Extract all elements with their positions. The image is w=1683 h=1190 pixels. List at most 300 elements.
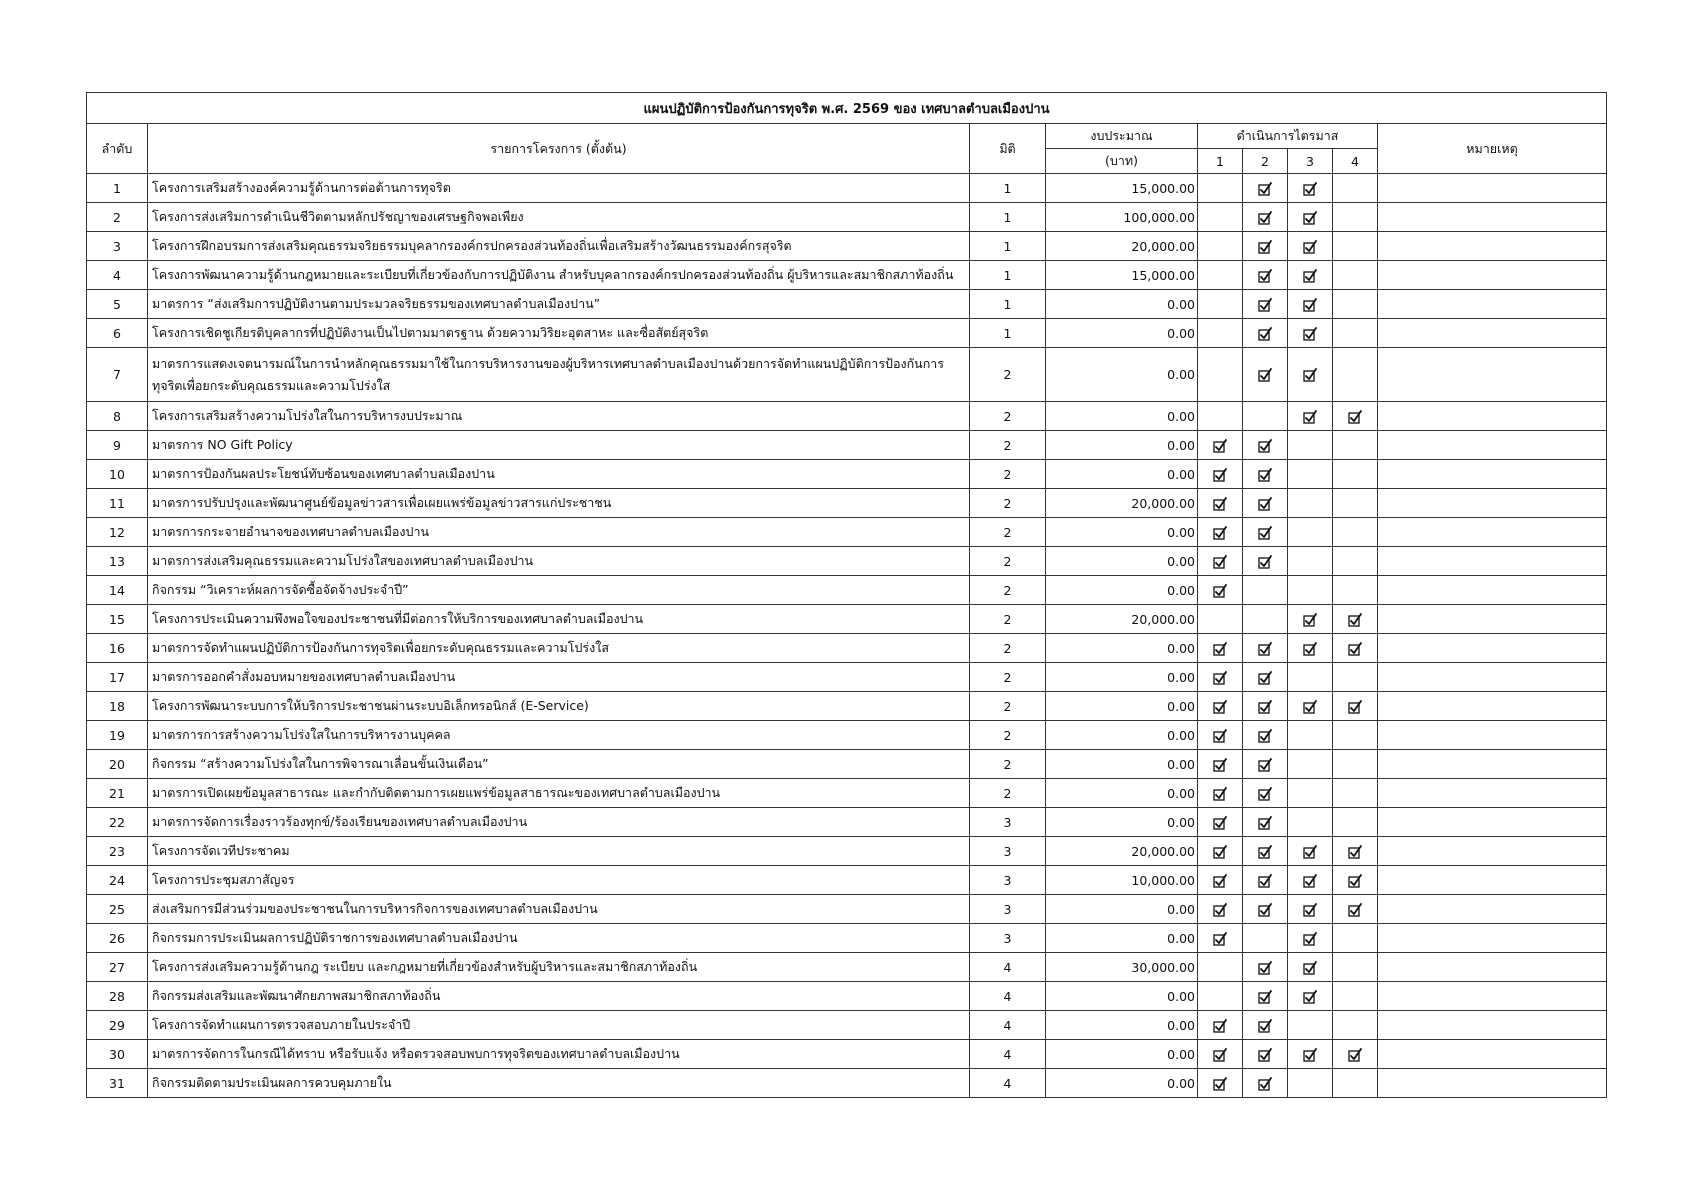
quarter-2-cell bbox=[1243, 1011, 1288, 1040]
quarter-1-cell bbox=[1198, 953, 1243, 982]
checkbox-check-icon bbox=[1258, 209, 1272, 224]
quarter-4-cell bbox=[1333, 319, 1378, 348]
row-number: 30 bbox=[87, 1040, 148, 1069]
project-name: มาตรการปรับปรุงและพัฒนาศูนย์ข้อมูลข่าวสารเพื่อเผยแพร่ข้อมูลข่าวสารแก่ประชาชน bbox=[148, 489, 970, 518]
checkbox-check-icon bbox=[1213, 553, 1227, 568]
remark bbox=[1378, 808, 1607, 837]
quarter-2-cell bbox=[1243, 232, 1288, 261]
table-row bbox=[87, 576, 1607, 605]
remark bbox=[1378, 1011, 1607, 1040]
row-number: 29 bbox=[87, 1011, 148, 1040]
quarter-2-cell bbox=[1243, 605, 1288, 634]
remark bbox=[1378, 924, 1607, 953]
quarter-3-cell bbox=[1288, 663, 1333, 692]
budget: 0.00 bbox=[1046, 402, 1198, 431]
quarter-1-cell bbox=[1198, 402, 1243, 431]
row-number: 10 bbox=[87, 460, 148, 489]
quarter-4-cell bbox=[1333, 779, 1378, 808]
header-q4: 4 bbox=[1333, 149, 1378, 174]
quarter-1-cell bbox=[1198, 174, 1243, 203]
checkbox-check-icon bbox=[1258, 959, 1272, 974]
checkbox-check-icon bbox=[1348, 843, 1362, 858]
checkbox-check-icon bbox=[1303, 698, 1317, 713]
dimension: 2 bbox=[970, 750, 1046, 779]
checkbox-check-icon bbox=[1303, 959, 1317, 974]
quarter-3-cell bbox=[1288, 1069, 1333, 1098]
budget: 20,000.00 bbox=[1046, 837, 1198, 866]
row-number: 20 bbox=[87, 750, 148, 779]
checkbox-check-icon bbox=[1348, 640, 1362, 655]
project-name: มาตรการป้องกันผลประโยชน์ทับซ้อนของเทศบาลตำบลเมืองปาน bbox=[148, 460, 970, 489]
checkbox-check-icon bbox=[1258, 238, 1272, 253]
row-number: 25 bbox=[87, 895, 148, 924]
checkbox-check-icon bbox=[1258, 1075, 1272, 1090]
quarter-3-cell bbox=[1288, 750, 1333, 779]
budget: 0.00 bbox=[1046, 663, 1198, 692]
budget: 0.00 bbox=[1046, 721, 1198, 750]
budget: 0.00 bbox=[1046, 518, 1198, 547]
row-number: 8 bbox=[87, 402, 148, 431]
quarter-1-cell bbox=[1198, 895, 1243, 924]
header-project: รายการโครงการ (ตั้งต้น) bbox=[148, 124, 970, 174]
checkbox-check-icon bbox=[1258, 524, 1272, 539]
quarter-3-cell bbox=[1288, 924, 1333, 953]
quarter-1-cell bbox=[1198, 750, 1243, 779]
dimension: 3 bbox=[970, 808, 1046, 837]
quarter-2-cell bbox=[1243, 808, 1288, 837]
quarter-3-cell bbox=[1288, 547, 1333, 576]
quarter-1-cell bbox=[1198, 779, 1243, 808]
quarter-1-cell bbox=[1198, 837, 1243, 866]
quarter-3-cell bbox=[1288, 953, 1333, 982]
checkbox-check-icon bbox=[1213, 872, 1227, 887]
quarter-1-cell bbox=[1198, 576, 1243, 605]
quarter-2-cell bbox=[1243, 953, 1288, 982]
table-row bbox=[87, 460, 1607, 489]
quarter-4-cell bbox=[1333, 431, 1378, 460]
checkbox-check-icon bbox=[1303, 209, 1317, 224]
quarter-4-cell bbox=[1333, 721, 1378, 750]
quarter-1-cell bbox=[1198, 663, 1243, 692]
row-number: 5 bbox=[87, 290, 148, 319]
remark bbox=[1378, 431, 1607, 460]
remark bbox=[1378, 319, 1607, 348]
budget: 0.00 bbox=[1046, 348, 1198, 402]
quarter-2-cell bbox=[1243, 721, 1288, 750]
budget: 0.00 bbox=[1046, 982, 1198, 1011]
header-budget-unit: (บาท) bbox=[1046, 149, 1198, 174]
quarter-1-cell bbox=[1198, 1040, 1243, 1069]
dimension: 2 bbox=[970, 779, 1046, 808]
quarter-4-cell bbox=[1333, 1040, 1378, 1069]
budget: 15,000.00 bbox=[1046, 174, 1198, 203]
quarter-2-cell bbox=[1243, 750, 1288, 779]
checkbox-check-icon bbox=[1258, 988, 1272, 1003]
quarter-2-cell bbox=[1243, 203, 1288, 232]
dimension: 2 bbox=[970, 518, 1046, 547]
row-number: 1 bbox=[87, 174, 148, 203]
quarter-1-cell bbox=[1198, 866, 1243, 895]
checkbox-check-icon bbox=[1348, 872, 1362, 887]
checkbox-check-icon bbox=[1258, 814, 1272, 829]
project-name: มาตรการ NO Gift Policy bbox=[148, 431, 970, 460]
quarter-2-cell bbox=[1243, 431, 1288, 460]
dimension: 2 bbox=[970, 348, 1046, 402]
table-row bbox=[87, 663, 1607, 692]
quarter-3-cell bbox=[1288, 261, 1333, 290]
checkbox-check-icon bbox=[1303, 296, 1317, 311]
checkbox-check-icon bbox=[1213, 785, 1227, 800]
checkbox-check-icon bbox=[1303, 1046, 1317, 1061]
quarter-3-cell bbox=[1288, 982, 1333, 1011]
row-number: 22 bbox=[87, 808, 148, 837]
row-number: 16 bbox=[87, 634, 148, 663]
quarter-4-cell bbox=[1333, 547, 1378, 576]
checkbox-check-icon bbox=[1213, 1046, 1227, 1061]
project-name: มาตรการออกคำสั่งมอบหมายของเทศบาลตำบลเมืองปาน bbox=[148, 663, 970, 692]
dimension: 2 bbox=[970, 692, 1046, 721]
quarter-2-cell bbox=[1243, 547, 1288, 576]
quarter-1-cell bbox=[1198, 518, 1243, 547]
project-name: โครงการพัฒนาความรู้ด้านกฎหมายและระเบียบที่เกี่ยวข้องกับการปฏิบัติงาน สำหรับบุคลากรองค์กรปกครองส่วนท้องถิ่น ผู้บริหารและสมาชิกสภาท้องถิ่น bbox=[148, 261, 970, 290]
quarter-2-cell bbox=[1243, 460, 1288, 489]
quarter-2-cell bbox=[1243, 518, 1288, 547]
quarter-2-cell bbox=[1243, 779, 1288, 808]
row-number: 15 bbox=[87, 605, 148, 634]
checkbox-check-icon bbox=[1303, 843, 1317, 858]
checkbox-check-icon bbox=[1258, 727, 1272, 742]
project-name: โครงการจัดทำแผนการตรวจสอบภายในประจำปี bbox=[148, 1011, 970, 1040]
remark bbox=[1378, 518, 1607, 547]
checkbox-check-icon bbox=[1258, 267, 1272, 282]
remark bbox=[1378, 576, 1607, 605]
remark bbox=[1378, 402, 1607, 431]
row-number: 12 bbox=[87, 518, 148, 547]
quarter-4-cell bbox=[1333, 924, 1378, 953]
checkbox-check-icon bbox=[1303, 901, 1317, 916]
quarter-4-cell bbox=[1333, 634, 1378, 663]
table-row bbox=[87, 1040, 1607, 1069]
header-budget: งบประมาณ bbox=[1046, 124, 1198, 149]
table-row bbox=[87, 837, 1607, 866]
budget: 15,000.00 bbox=[1046, 261, 1198, 290]
remark bbox=[1378, 232, 1607, 261]
quarter-3-cell bbox=[1288, 692, 1333, 721]
checkbox-check-icon bbox=[1213, 727, 1227, 742]
budget: 0.00 bbox=[1046, 431, 1198, 460]
dimension: 1 bbox=[970, 203, 1046, 232]
quarter-4-cell bbox=[1333, 953, 1378, 982]
dimension: 3 bbox=[970, 895, 1046, 924]
quarter-2-cell bbox=[1243, 982, 1288, 1011]
dimension: 2 bbox=[970, 721, 1046, 750]
quarter-3-cell bbox=[1288, 576, 1333, 605]
remark bbox=[1378, 489, 1607, 518]
quarter-3-cell bbox=[1288, 779, 1333, 808]
checkbox-check-icon bbox=[1303, 640, 1317, 655]
quarter-3-cell bbox=[1288, 348, 1333, 402]
quarter-4-cell bbox=[1333, 895, 1378, 924]
dimension: 2 bbox=[970, 547, 1046, 576]
table-row bbox=[87, 779, 1607, 808]
quarter-4-cell bbox=[1333, 576, 1378, 605]
project-name: กิจกรรมส่งเสริมและพัฒนาศักยภาพสมาชิกสภาท้องถิ่น bbox=[148, 982, 970, 1011]
dimension: 3 bbox=[970, 866, 1046, 895]
quarter-3-cell bbox=[1288, 290, 1333, 319]
project-name: มาตรการจัดทำแผนปฏิบัติการป้องกันการทุจริตเพื่อยกระดับคุณธรรมและความโปร่งใส bbox=[148, 634, 970, 663]
table-row bbox=[87, 721, 1607, 750]
header-q2: 2 bbox=[1243, 149, 1288, 174]
project-name: มาตรการกระจายอำนาจของเทศบาลตำบลเมืองปาน bbox=[148, 518, 970, 547]
dimension: 1 bbox=[970, 290, 1046, 319]
remark bbox=[1378, 692, 1607, 721]
row-number: 3 bbox=[87, 232, 148, 261]
remark bbox=[1378, 605, 1607, 634]
table-row bbox=[87, 866, 1607, 895]
checkbox-check-icon bbox=[1258, 367, 1272, 382]
checkbox-check-icon bbox=[1258, 1017, 1272, 1032]
checkbox-check-icon bbox=[1303, 611, 1317, 626]
checkbox-check-icon bbox=[1258, 495, 1272, 510]
checkbox-check-icon bbox=[1213, 495, 1227, 510]
checkbox-check-icon bbox=[1303, 325, 1317, 340]
table-row bbox=[87, 953, 1607, 982]
quarter-2-cell bbox=[1243, 261, 1288, 290]
row-number: 11 bbox=[87, 489, 148, 518]
checkbox-check-icon bbox=[1213, 1075, 1227, 1090]
quarter-3-cell bbox=[1288, 203, 1333, 232]
quarter-1-cell bbox=[1198, 808, 1243, 837]
quarter-2-cell bbox=[1243, 634, 1288, 663]
dimension: 1 bbox=[970, 261, 1046, 290]
dimension: 1 bbox=[970, 319, 1046, 348]
quarter-3-cell bbox=[1288, 518, 1333, 547]
quarter-1-cell bbox=[1198, 431, 1243, 460]
checkbox-check-icon bbox=[1258, 437, 1272, 452]
quarter-3-cell bbox=[1288, 721, 1333, 750]
project-name: โครงการเสริมสร้างความโปร่งใสในการบริหารงบประมาณ bbox=[148, 402, 970, 431]
dimension: 4 bbox=[970, 953, 1046, 982]
quarter-4-cell bbox=[1333, 232, 1378, 261]
budget: 0.00 bbox=[1046, 1011, 1198, 1040]
table-row bbox=[87, 634, 1607, 663]
quarter-1-cell bbox=[1198, 232, 1243, 261]
table-row bbox=[87, 261, 1607, 290]
quarter-2-cell bbox=[1243, 866, 1288, 895]
quarter-4-cell bbox=[1333, 1011, 1378, 1040]
table-row bbox=[87, 431, 1607, 460]
quarter-1-cell bbox=[1198, 1011, 1243, 1040]
dimension: 2 bbox=[970, 663, 1046, 692]
budget: 20,000.00 bbox=[1046, 489, 1198, 518]
project-name: โครงการส่งเสริมการดำเนินชีวิตตามหลักปรัชญาของเศรษฐกิจพอเพียง bbox=[148, 203, 970, 232]
quarter-1-cell bbox=[1198, 290, 1243, 319]
checkbox-check-icon bbox=[1303, 367, 1317, 382]
checkbox-check-icon bbox=[1303, 988, 1317, 1003]
table-row bbox=[87, 982, 1607, 1011]
checkbox-check-icon bbox=[1258, 466, 1272, 481]
checkbox-check-icon bbox=[1258, 180, 1272, 195]
checkbox-check-icon bbox=[1258, 843, 1272, 858]
table-row bbox=[87, 348, 1607, 402]
row-number: 17 bbox=[87, 663, 148, 692]
remark bbox=[1378, 348, 1607, 402]
checkbox-check-icon bbox=[1258, 296, 1272, 311]
checkbox-check-icon bbox=[1348, 901, 1362, 916]
project-name: โครงการฝึกอบรมการส่งเสริมคุณธรรมจริยธรรมบุคลากรองค์กรปกครองส่วนท้องถิ่นเพื่อเสริมสร้างวัฒนธรรมองค์กรสุจริต bbox=[148, 232, 970, 261]
checkbox-check-icon bbox=[1213, 582, 1227, 597]
table-row bbox=[87, 1011, 1607, 1040]
quarter-3-cell bbox=[1288, 431, 1333, 460]
table-row bbox=[87, 174, 1607, 203]
checkbox-check-icon bbox=[1303, 180, 1317, 195]
project-name: กิจกรรม “สร้างความโปร่งใสในการพิจารณาเลื่อนขั้นเงินเดือน” bbox=[148, 750, 970, 779]
row-number: 6 bbox=[87, 319, 148, 348]
row-number: 26 bbox=[87, 924, 148, 953]
checkbox-check-icon bbox=[1303, 238, 1317, 253]
header-no: ลำดับ bbox=[87, 124, 148, 174]
project-name: กิจกรรมติดตามประเมินผลการควบคุมภายใน bbox=[148, 1069, 970, 1098]
dimension: 2 bbox=[970, 431, 1046, 460]
checkbox-check-icon bbox=[1348, 1046, 1362, 1061]
table-body bbox=[87, 174, 1607, 1098]
quarter-3-cell bbox=[1288, 460, 1333, 489]
quarter-4-cell bbox=[1333, 1069, 1378, 1098]
project-name: มาตรการจัดการในกรณีได้ทราบ หรือรับแจ้ง หรือตรวจสอบพบการทุจริตของเทศบาลตำบลเมืองปาน bbox=[148, 1040, 970, 1069]
quarter-2-cell bbox=[1243, 924, 1288, 953]
dimension: 4 bbox=[970, 1011, 1046, 1040]
row-number: 14 bbox=[87, 576, 148, 605]
table-row bbox=[87, 290, 1607, 319]
checkbox-check-icon bbox=[1213, 698, 1227, 713]
budget: 10,000.00 bbox=[1046, 866, 1198, 895]
checkbox-check-icon bbox=[1258, 872, 1272, 887]
remark bbox=[1378, 547, 1607, 576]
quarter-1-cell bbox=[1198, 982, 1243, 1011]
remark bbox=[1378, 261, 1607, 290]
dimension: 3 bbox=[970, 924, 1046, 953]
action-plan-table bbox=[86, 92, 1607, 1098]
row-number: 27 bbox=[87, 953, 148, 982]
table-row bbox=[87, 1069, 1607, 1098]
remark bbox=[1378, 866, 1607, 895]
budget: 0.00 bbox=[1046, 750, 1198, 779]
quarter-4-cell bbox=[1333, 866, 1378, 895]
checkbox-check-icon bbox=[1258, 698, 1272, 713]
table-row bbox=[87, 518, 1607, 547]
budget: 0.00 bbox=[1046, 779, 1198, 808]
quarter-4-cell bbox=[1333, 402, 1378, 431]
checkbox-check-icon bbox=[1258, 901, 1272, 916]
checkbox-check-icon bbox=[1258, 785, 1272, 800]
budget: 0.00 bbox=[1046, 634, 1198, 663]
header-remark: หมายเหตุ bbox=[1378, 124, 1607, 174]
quarter-2-cell bbox=[1243, 319, 1288, 348]
remark bbox=[1378, 721, 1607, 750]
dimension: 2 bbox=[970, 605, 1046, 634]
project-name: มาตรการส่งเสริมคุณธรรมและความโปร่งใสของเทศบาลตำบลเมืองปาน bbox=[148, 547, 970, 576]
checkbox-check-icon bbox=[1303, 872, 1317, 887]
quarter-2-cell bbox=[1243, 174, 1288, 203]
project-name: โครงการประเมินความพึงพอใจของประชาชนที่มีต่อการให้บริการของเทศบาลตำบลเมืองปาน bbox=[148, 605, 970, 634]
quarter-1-cell bbox=[1198, 348, 1243, 402]
table-title: แผนปฏิบัติการป้องกันการทุจริต พ.ศ. 2569 ของ เทศบาลตำบลเมืองปาน bbox=[87, 93, 1607, 124]
table-row bbox=[87, 319, 1607, 348]
remark bbox=[1378, 953, 1607, 982]
header-quarter: ดำเนินการไตรมาส bbox=[1198, 124, 1378, 149]
checkbox-check-icon bbox=[1213, 640, 1227, 655]
project-name: โครงการพัฒนาระบบการให้บริการประชาชนผ่านระบบอิเล็กทรอนิกส์ (E-Service) bbox=[148, 692, 970, 721]
row-number: 24 bbox=[87, 866, 148, 895]
quarter-3-cell bbox=[1288, 402, 1333, 431]
table-row bbox=[87, 924, 1607, 953]
budget: 0.00 bbox=[1046, 576, 1198, 605]
project-name: มาตรการเปิดเผยข้อมูลสาธารณะ และกำกับติดตามการเผยแพร่ข้อมูลสาธารณะของเทศบาลตำบลเมืองปาน bbox=[148, 779, 970, 808]
remark bbox=[1378, 203, 1607, 232]
quarter-4-cell bbox=[1333, 750, 1378, 779]
remark bbox=[1378, 750, 1607, 779]
quarter-2-cell bbox=[1243, 1069, 1288, 1098]
remark bbox=[1378, 1040, 1607, 1069]
checkbox-check-icon bbox=[1303, 408, 1317, 423]
project-name: โครงการประชุมสภาสัญจร bbox=[148, 866, 970, 895]
checkbox-check-icon bbox=[1258, 669, 1272, 684]
checkbox-check-icon bbox=[1303, 267, 1317, 282]
table-row bbox=[87, 808, 1607, 837]
quarter-3-cell bbox=[1288, 866, 1333, 895]
budget: 0.00 bbox=[1046, 808, 1198, 837]
dimension: 4 bbox=[970, 1069, 1046, 1098]
quarter-4-cell bbox=[1333, 837, 1378, 866]
quarter-1-cell bbox=[1198, 924, 1243, 953]
quarter-3-cell bbox=[1288, 605, 1333, 634]
budget: 30,000.00 bbox=[1046, 953, 1198, 982]
budget: 0.00 bbox=[1046, 692, 1198, 721]
quarter-4-cell bbox=[1333, 489, 1378, 518]
quarter-4-cell bbox=[1333, 290, 1378, 319]
quarter-1-cell bbox=[1198, 721, 1243, 750]
checkbox-check-icon bbox=[1213, 930, 1227, 945]
quarter-1-cell bbox=[1198, 489, 1243, 518]
checkbox-check-icon bbox=[1213, 843, 1227, 858]
quarter-4-cell bbox=[1333, 348, 1378, 402]
quarter-1-cell bbox=[1198, 203, 1243, 232]
quarter-3-cell bbox=[1288, 1011, 1333, 1040]
checkbox-check-icon bbox=[1213, 437, 1227, 452]
dimension: 2 bbox=[970, 402, 1046, 431]
checkbox-check-icon bbox=[1348, 408, 1362, 423]
checkbox-check-icon bbox=[1258, 640, 1272, 655]
dimension: 3 bbox=[970, 837, 1046, 866]
quarter-4-cell bbox=[1333, 692, 1378, 721]
project-name: กิจกรรมการประเมินผลการปฏิบัติราชการของเทศบาลตำบลเมืองปาน bbox=[148, 924, 970, 953]
quarter-4-cell bbox=[1333, 518, 1378, 547]
quarter-1-cell bbox=[1198, 261, 1243, 290]
table-row bbox=[87, 547, 1607, 576]
table-row bbox=[87, 232, 1607, 261]
quarter-3-cell bbox=[1288, 808, 1333, 837]
table-row bbox=[87, 203, 1607, 232]
quarter-1-cell bbox=[1198, 605, 1243, 634]
project-name: มาตรการจัดการเรื่องราวร้องทุกข์/ร้องเรียนของเทศบาลตำบลเมืองปาน bbox=[148, 808, 970, 837]
checkbox-check-icon bbox=[1303, 930, 1317, 945]
quarter-1-cell bbox=[1198, 692, 1243, 721]
quarter-3-cell bbox=[1288, 837, 1333, 866]
checkbox-check-icon bbox=[1213, 466, 1227, 481]
table-row bbox=[87, 750, 1607, 779]
quarter-4-cell bbox=[1333, 663, 1378, 692]
quarter-4-cell bbox=[1333, 174, 1378, 203]
